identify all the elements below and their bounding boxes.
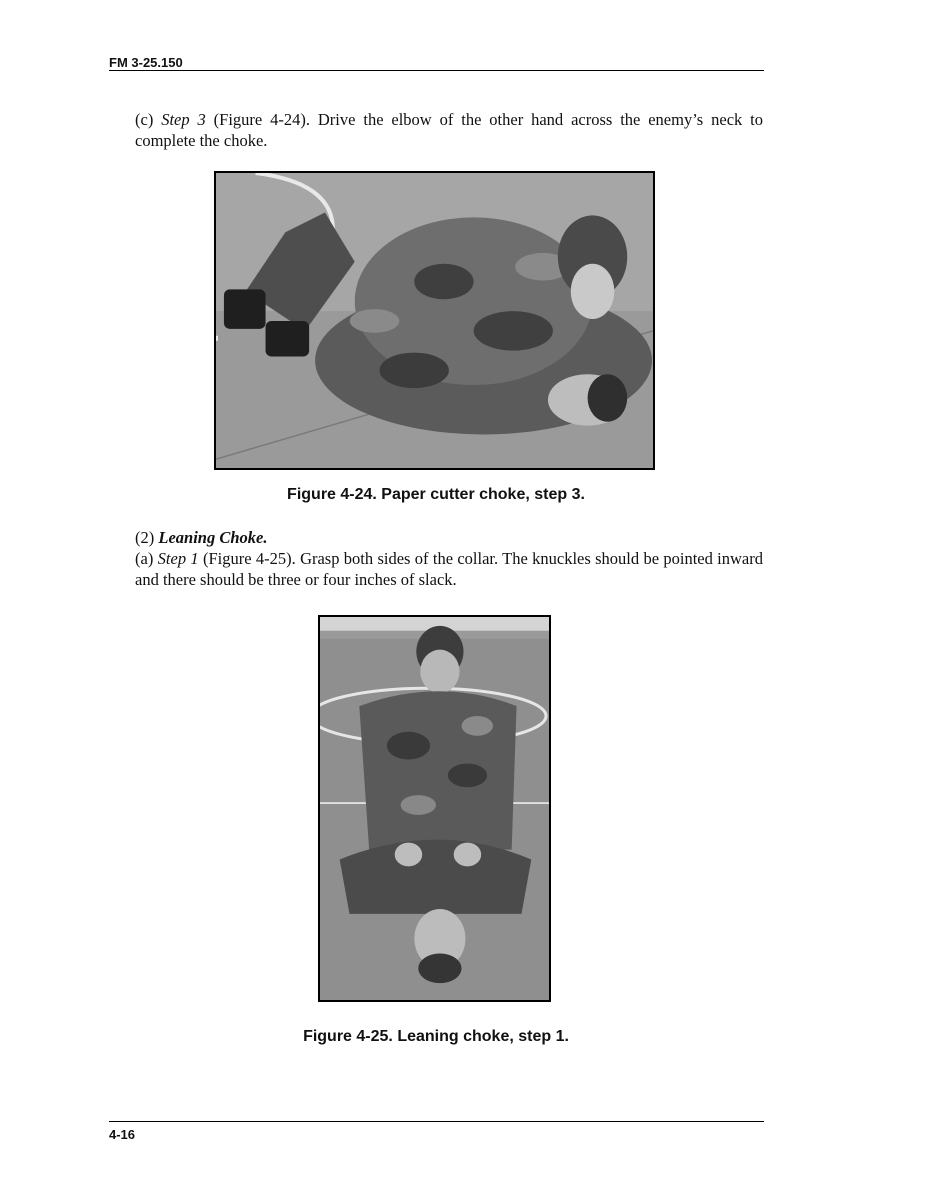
figure-4-25-photo (318, 615, 551, 1002)
step-label: Step 3 (161, 110, 206, 129)
figure-4-24-photo (214, 171, 655, 470)
section-leaning-choke (109, 527, 763, 590)
paragraph-text: (Figure 4-25). Grasp both sides of the collar. The knuckles should be pointed inward and there should be three or four inches of slack. (135, 549, 763, 589)
item-prefix: (c) (135, 110, 162, 129)
figure-caption: Figure 4-25. Leaning choke, step 1. (303, 1028, 569, 1045)
paragraph-text: (Figure 4-24). Drive the elbow of the other hand across the enemy’s neck to complete the choke. (135, 110, 763, 150)
figure-caption: Figure 4-24. Paper cutter choke, step 3. (287, 486, 585, 503)
footer-rule (109, 1121, 170, 1122)
section-title: Leaning Choke. (158, 528, 268, 547)
page-number: 4-16 (109, 1127, 136, 1142)
footer-rule (170, 1121, 764, 1122)
item-prefix: (a) (135, 549, 158, 568)
paragraph-step-3 (109, 109, 763, 151)
step-label: Step 1 (157, 549, 199, 568)
header-rule (109, 70, 764, 71)
document-id: FM 3-25.150 (109, 55, 183, 70)
section-prefix: (2) (135, 528, 159, 547)
